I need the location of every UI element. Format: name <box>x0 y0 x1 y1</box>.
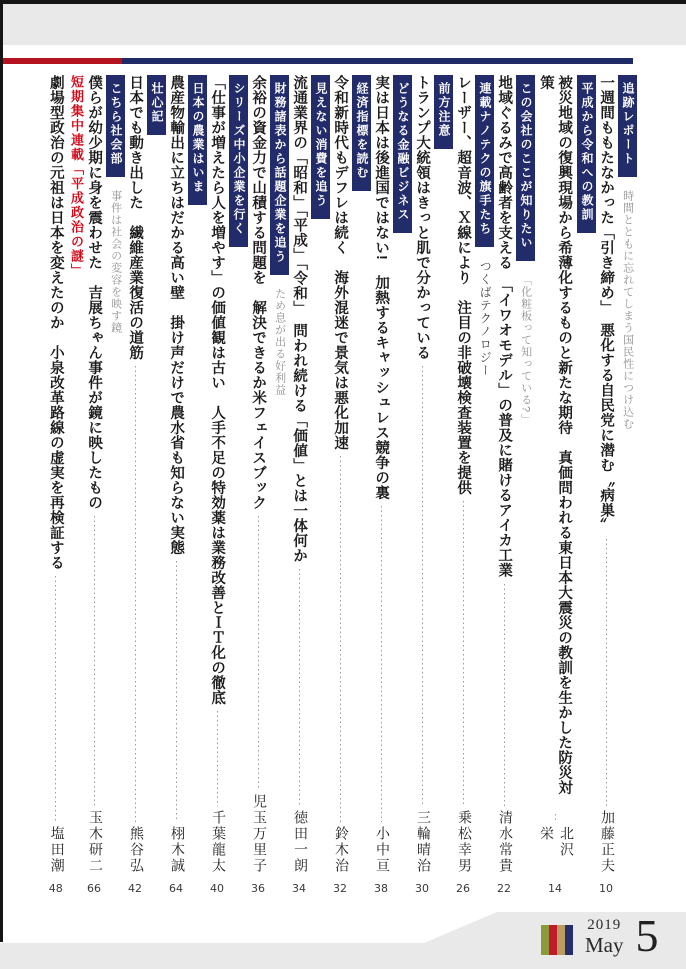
article-title-line <box>535 75 575 895</box>
header-rule-navy-segment <box>122 58 633 64</box>
article-title-line <box>46 75 66 895</box>
toc-article <box>596 75 637 895</box>
article-category-badge: 平成から令和への教訓 <box>577 75 596 233</box>
article-title: 被災地域の復興現場から希薄化するものと新たな期待 真価問われる東日本大震災の教訓を生かした防災対策 <box>538 75 573 795</box>
article-category-badge: この会社のここが知りたい <box>516 75 535 261</box>
article-header-line <box>577 75 596 895</box>
toc-article <box>494 75 535 895</box>
dotted-leader <box>415 366 430 806</box>
article-page-number: 36 <box>251 882 265 895</box>
article-category-badge: 経済指標を読む <box>352 75 371 191</box>
brand-color-bars <box>541 925 573 955</box>
brand-bar <box>565 925 573 955</box>
article-title: 余裕の資金力で山積する問題を 解決できるか米フェイスブック <box>250 75 267 510</box>
article-title: 地域ぐるみで高齢者を支える 「イワオモデル」の普及に賭けるアイカ工業 <box>496 75 513 578</box>
article-page-number: 10 <box>599 882 613 895</box>
dotted-leader <box>169 561 184 822</box>
dotted-leader <box>548 814 563 822</box>
article-header-line <box>229 75 248 895</box>
toc-article <box>84 75 125 895</box>
article-author: 児玉万里子 <box>251 794 266 874</box>
publication-info <box>541 910 659 961</box>
article-page-number: 30 <box>415 882 429 895</box>
dotted-leader <box>456 501 471 806</box>
article-title: 実は日本は後進国ではない! 加熱するキャッシュレス競争の裏 <box>373 75 390 501</box>
toc-article <box>46 75 84 895</box>
article-title-line <box>371 75 391 895</box>
article-title: 一週間ももたなかった「引き締め」 悪化する自民党に潜む〝病巣〟 <box>598 75 615 533</box>
article-author: 乗松幸男 <box>456 810 471 874</box>
article-title: 令和新時代もデフレは続く 海外混迷で景気は悪化加速 <box>332 75 349 450</box>
toc-article <box>248 75 289 895</box>
toc-article <box>289 75 330 895</box>
article-author: 清水常貴 <box>497 810 512 874</box>
article-page-number: 38 <box>374 882 388 895</box>
toc-article <box>330 75 371 895</box>
page-top-edge <box>0 0 686 4</box>
article-title-line <box>84 75 104 895</box>
article-title-line <box>412 75 432 895</box>
brand-bar <box>541 925 549 955</box>
article-category-badge: こちら社会部 <box>106 75 125 177</box>
table-of-contents <box>48 75 637 895</box>
toc-article <box>412 75 453 895</box>
article-page-number: 42 <box>128 882 142 895</box>
brand-bar <box>549 925 557 955</box>
issue-year: 2019 <box>587 917 622 933</box>
toc-article <box>207 75 248 895</box>
toc-article <box>371 75 412 895</box>
article-category-badge: 日本の農業はいま <box>188 75 207 205</box>
article-author: 三輪晴治 <box>415 810 430 874</box>
article-page-number: 34 <box>292 882 306 895</box>
article-author: 千葉龍太 <box>210 810 225 874</box>
dotted-leader <box>87 516 102 806</box>
article-title-line <box>166 75 186 895</box>
article-title: トランプ大統領はきっと肌で分かっている <box>414 75 431 360</box>
article-page-number: 14 <box>548 882 562 895</box>
dotted-leader <box>292 569 307 806</box>
article-author: 小中亘 <box>374 826 389 874</box>
dotted-leader <box>48 576 63 822</box>
series-title-red: 短期集中連載「平成政治の謎」 <box>69 75 84 278</box>
header-rule-red-segment <box>3 58 122 64</box>
dotted-leader <box>210 711 225 806</box>
article-title-line <box>289 75 309 895</box>
article-page-number: 22 <box>497 882 511 895</box>
article-category-badge: シリーズ中小企業を行く <box>229 75 248 247</box>
article-header-line <box>352 75 371 895</box>
article-author: 塩田潮 <box>48 826 64 874</box>
article-category-badge: 前方注意 <box>434 75 453 149</box>
dotted-leader <box>333 456 348 822</box>
article-category-badge: どうなる金融ビジネス <box>393 75 412 233</box>
dotted-leader <box>251 516 266 790</box>
article-title-line <box>207 75 227 895</box>
article-title: 僕らが幼少期に身を震わせた 吉展ちゃん事件が鏡に映したもの <box>86 75 103 510</box>
article-header-line <box>106 75 125 895</box>
article-header-line <box>147 75 166 895</box>
article-author: 栩木誠 <box>169 826 184 874</box>
issue-date <box>585 918 624 956</box>
article-title-line <box>596 75 616 895</box>
article-page-number: 64 <box>169 882 183 895</box>
article-lead-text: 事件は社会の変容を映す鏡 <box>109 190 122 334</box>
article-header-line <box>188 75 207 895</box>
article-title-line <box>330 75 350 895</box>
article-title-line <box>248 75 268 895</box>
article-header-line <box>475 75 494 895</box>
article-header-line <box>618 75 637 895</box>
toc-article <box>453 75 494 895</box>
header-rule <box>3 58 633 64</box>
article-author: 徳田一朗 <box>292 810 307 874</box>
article-category-badge: 追跡レポート <box>618 75 637 177</box>
page-left-edge <box>0 0 3 942</box>
article-page-number: 32 <box>333 882 347 895</box>
article-title: 「仕事が増えたら人を増やす」の価値観は古い 人手不足の特効薬は業務改善とＩＴ化の徹底 <box>209 75 226 705</box>
article-title-line <box>125 75 145 895</box>
article-page-number: 26 <box>456 882 470 895</box>
article-header-line <box>393 75 412 895</box>
article-author: 加藤正夫 <box>599 810 614 874</box>
article-title: 劇場型政治の元祖は日本を変えたのか 小泉改革路線の虚実を再検証する <box>47 75 64 570</box>
article-lead-text: 「化粧板って知っている?」 <box>519 274 532 426</box>
article-header-line <box>270 75 289 895</box>
article-header-line <box>434 75 453 895</box>
article-title-line <box>494 75 514 895</box>
article-lead-text: つくばテクノロジー <box>478 260 493 377</box>
article-lead-text: ため息が出る好利益 <box>273 288 286 396</box>
article-page-number: 40 <box>210 882 224 895</box>
issue-number: 5 <box>635 910 659 961</box>
article-title: 流通業界の「昭和」「平成」「令和」 問われ続ける「価値」とは一体何か <box>291 75 308 564</box>
article-author: 鈴木治 <box>333 826 348 874</box>
dotted-leader <box>374 506 389 822</box>
toc-article <box>166 75 207 895</box>
article-page-number: 48 <box>48 882 63 895</box>
article-title: レーザー、超音波、Ｘ線により 注目の非破壊検査装置を提供 <box>455 75 472 495</box>
issue-month: May <box>585 933 624 957</box>
article-page-number: 66 <box>87 882 101 895</box>
toc-article <box>125 75 166 895</box>
dotted-leader <box>497 584 512 806</box>
dotted-leader <box>128 366 143 822</box>
article-category-badge: 連載ナノテクの旗手たち <box>475 75 494 247</box>
article-author: 北沢栄 <box>538 826 573 859</box>
toc-article <box>535 75 596 895</box>
article-category-badge: 見えない消費を追う <box>311 75 330 219</box>
article-title: 日本でも動き出した 繊維産業復活の道筋 <box>127 75 144 360</box>
article-category-badge: 壮心記 <box>147 75 166 135</box>
article-title-line <box>453 75 473 895</box>
article-category-badge: 財務諸表から話題企業を追う <box>270 75 289 275</box>
top-gray-band <box>3 4 686 45</box>
article-title: 農産物輸出に立ちはだかる高い壁 掛け声だけで農水省も知らない実態 <box>168 75 185 555</box>
article-author: 玉木研二 <box>87 810 102 874</box>
article-author: 熊谷弘 <box>128 826 143 874</box>
article-header-line <box>68 75 84 895</box>
article-lead-text: 時間とともに忘れてしまう国民性につけ込む <box>621 190 634 430</box>
brand-bar <box>557 925 565 955</box>
article-header-line <box>516 75 535 895</box>
article-header-line <box>311 75 330 895</box>
dotted-leader <box>599 539 614 806</box>
